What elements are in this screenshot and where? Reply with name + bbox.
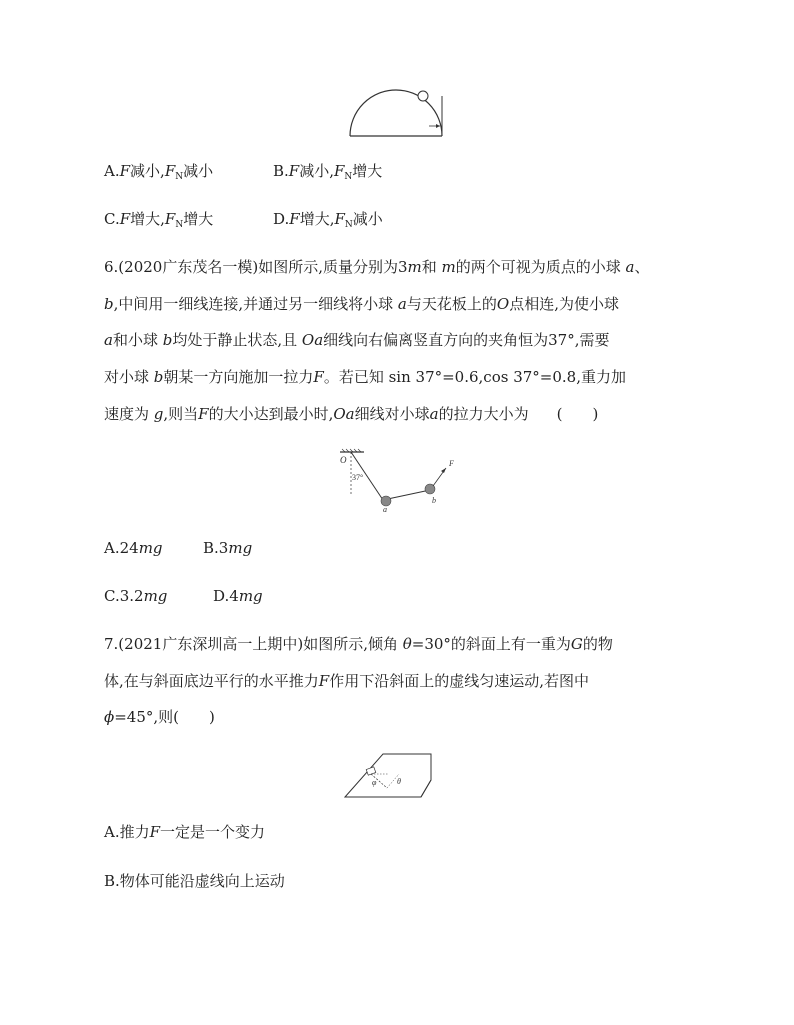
q7-option-b[interactable]: B.物体可能沿虚线向上运动 bbox=[104, 872, 285, 890]
label-b: b bbox=[432, 496, 436, 505]
q5-option-d-letter: D. bbox=[273, 210, 290, 228]
label-F: F bbox=[449, 459, 454, 468]
q7-line-2: 体,在与斜面底边平行的水平推力F作用下沿斜面上的虚线匀速运动,若图中 bbox=[104, 672, 589, 690]
label-a: a bbox=[383, 505, 387, 514]
q6-line-1: 6.(2020广东茂名一模)如图所示,质量分别为3m和 m的两个可视为质点的小球 a、 bbox=[104, 258, 650, 276]
q7-line-1: 7.(2021广东深圳高一上期中)如图所示,倾角 θ=30°的斜面上有一重为G的物 bbox=[104, 635, 613, 653]
q6-option-d[interactable]: D.4mg bbox=[213, 587, 263, 605]
label-theta: θ bbox=[397, 777, 401, 786]
label-37: 37° bbox=[352, 473, 364, 482]
q6-line-2: b,中间用一细线连接,并通过另一细线将小球 a与天花板上的O点相连,为使小球 bbox=[104, 295, 619, 313]
q5-option-a-letter: A. bbox=[104, 162, 120, 180]
label-phi: φ bbox=[372, 778, 377, 787]
q5-option-b-letter: B. bbox=[273, 162, 289, 180]
label-O: O bbox=[340, 455, 347, 465]
answer-blank[interactable]: ( ) bbox=[556, 405, 599, 423]
incline-figure bbox=[343, 752, 433, 800]
q6-line-5: 速度为 g,则当F的大小达到最小时,Oa细线对小球a的拉力大小为 ( ) bbox=[104, 405, 599, 423]
q6-option-c[interactable]: C.3.2mg bbox=[104, 587, 168, 605]
q5-option-c-letter: C. bbox=[104, 210, 120, 228]
semicircle-figure bbox=[346, 86, 446, 138]
q6-option-a[interactable]: A.24mg bbox=[104, 539, 163, 557]
q5-option-d[interactable]: D.F增大$,F_N$减小 bbox=[273, 210, 383, 230]
pendulum-figure bbox=[336, 448, 466, 514]
q6-line-3: a和小球 b均处于静止状态,且 Oa细线向右偏离竖直方向的夹角恒为37°,需要 bbox=[104, 331, 610, 349]
q5-option-c[interactable]: C.F增大$,F_N$增大 bbox=[104, 210, 214, 230]
q5-option-a[interactable]: A.F减小$,F_N$减小 bbox=[104, 162, 214, 182]
q7-option-a[interactable]: A.推力F一定是一个变力 bbox=[104, 823, 266, 841]
q7-line-3: ϕ=45°,则( ) bbox=[104, 708, 215, 726]
q6-line-4: 对小球 b朝某一方向施加一拉力F。若已知 sin 37°=0.6,cos 37°=0.8,重力加 bbox=[104, 368, 626, 386]
q5-option-b[interactable]: B.F减小$,F_N$增大 bbox=[273, 162, 383, 182]
q6-option-b[interactable]: B.3mg bbox=[203, 539, 253, 557]
